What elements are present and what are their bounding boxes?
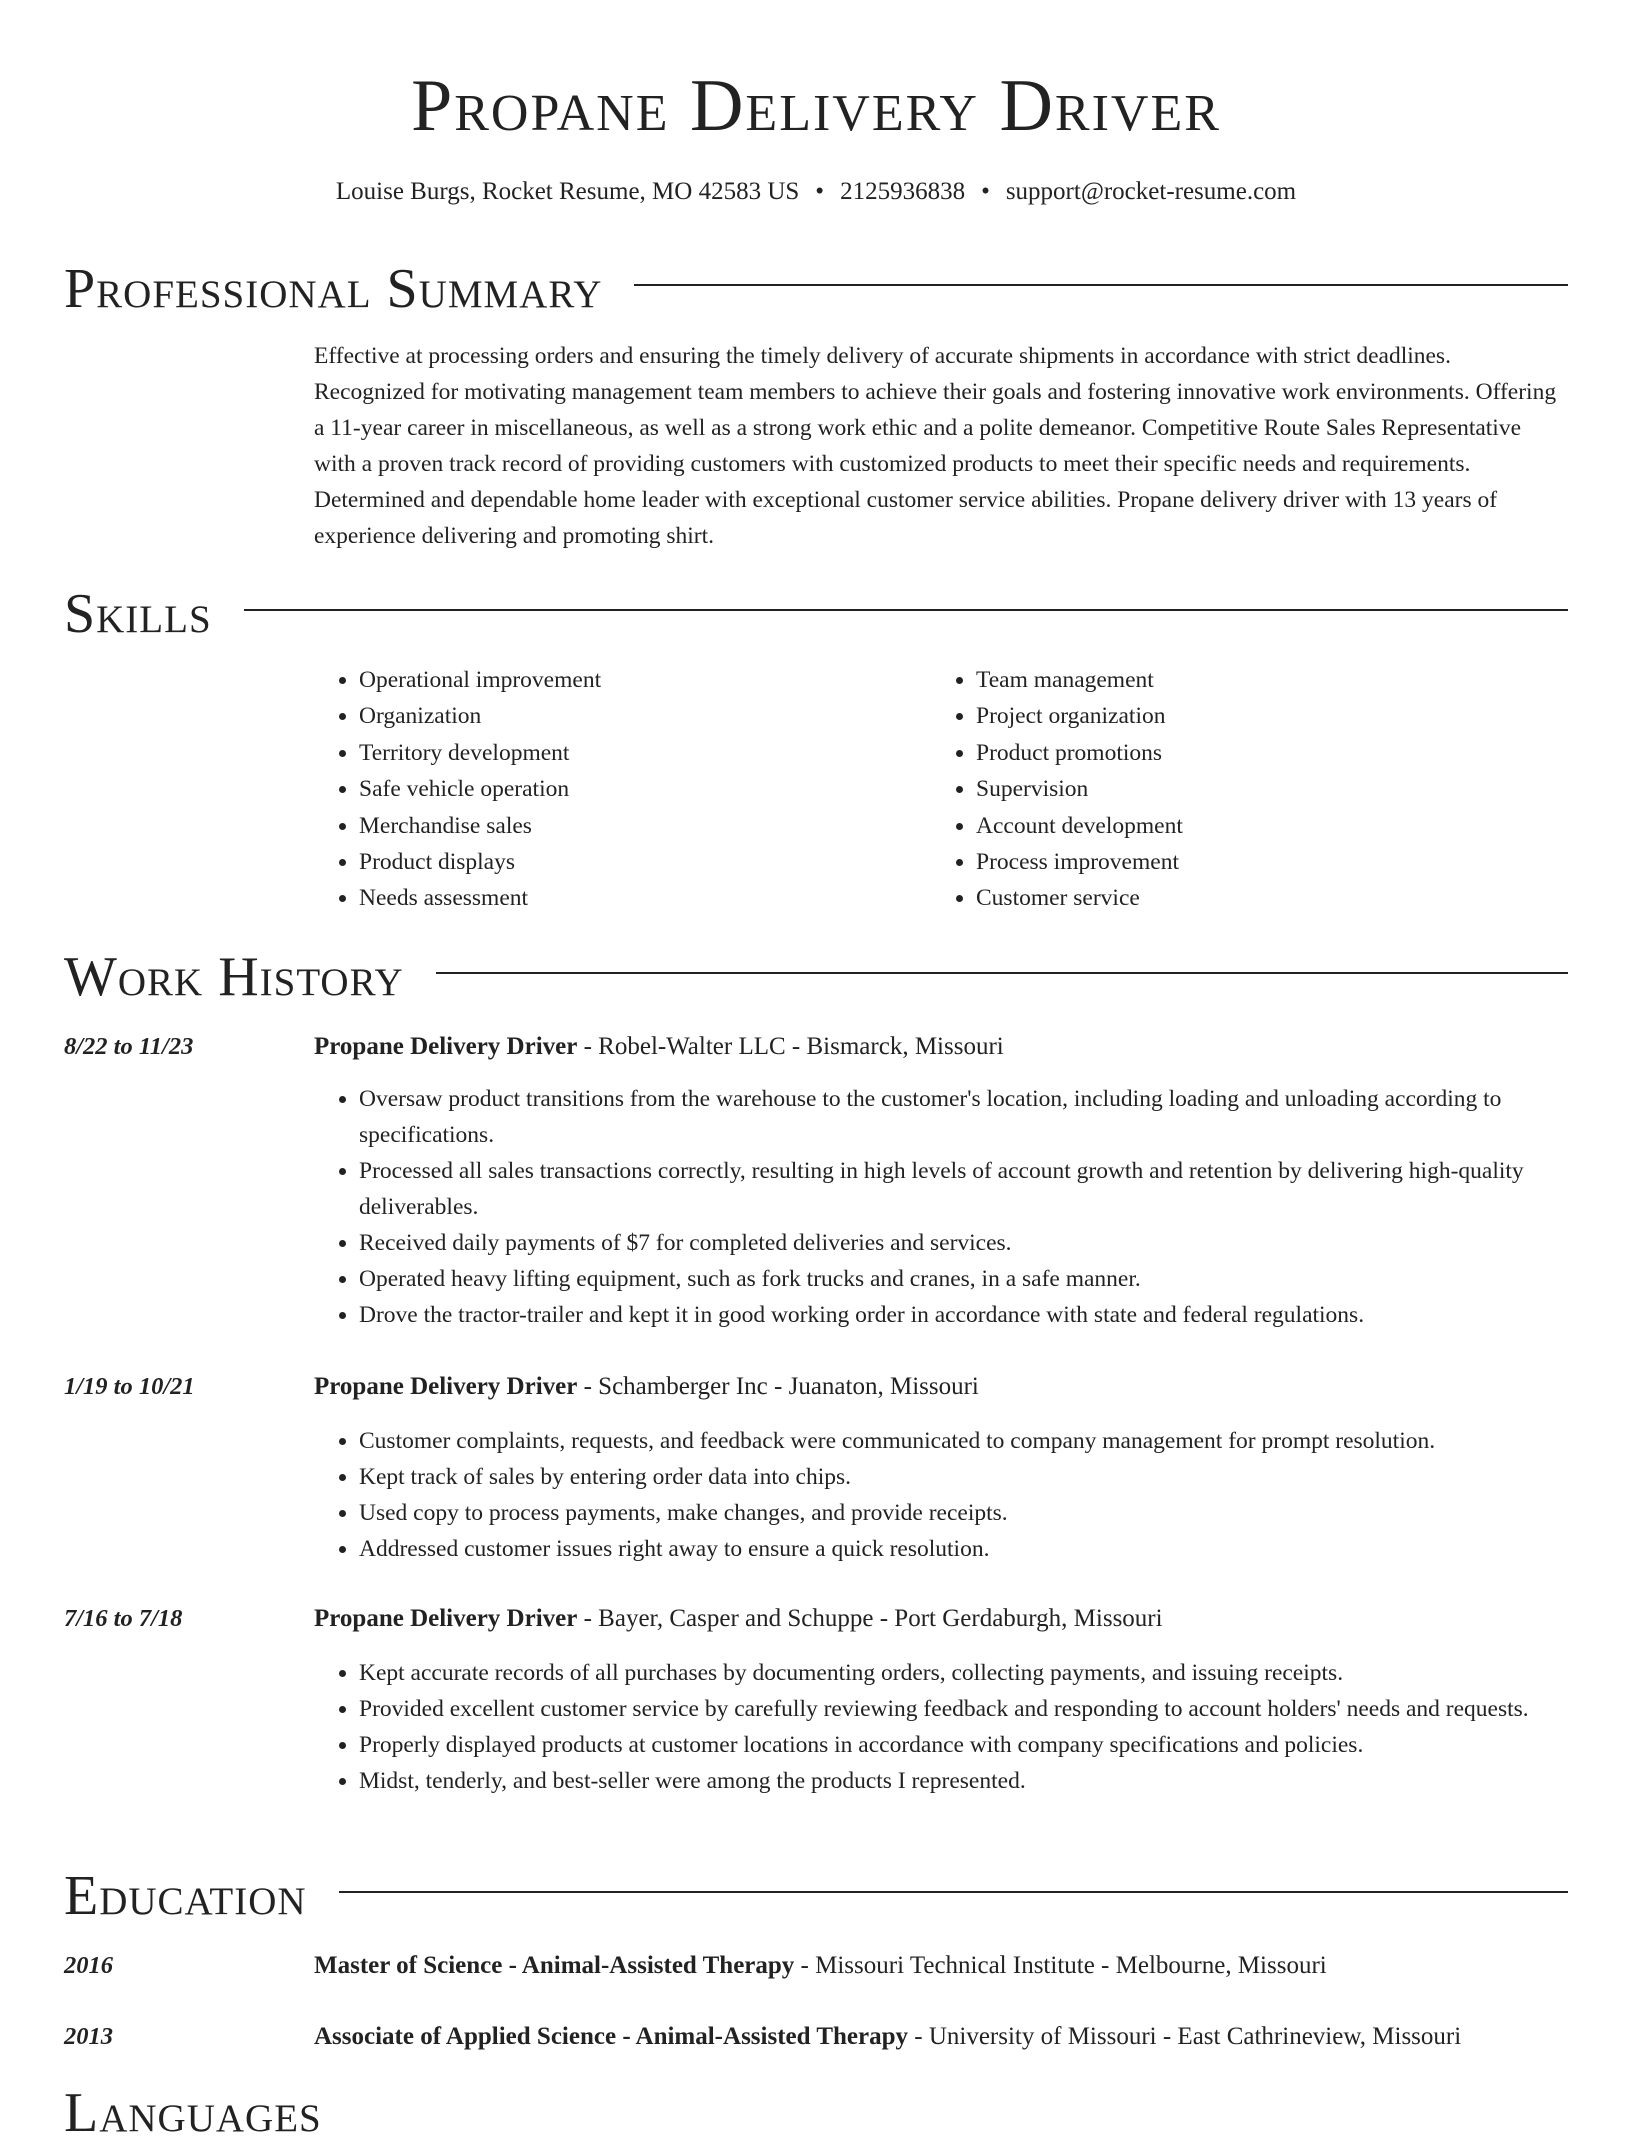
- contact-phone: 2125936838: [840, 178, 966, 205]
- skill-item: • Process improvement: [976, 844, 1183, 880]
- skill-item: • Product displays: [359, 844, 601, 880]
- resume-title: Propane Delivery Driver: [411, 65, 1221, 147]
- job-bullets: [314, 1081, 1558, 1333]
- job-bullet: • Processed all sales transactions correctly, resulting in high levels of account growth and retention by delivering high-quality deliverables.: [359, 1153, 1558, 1225]
- section-divider: [244, 609, 1568, 611]
- skill-item: • Operational improvement: [359, 662, 601, 698]
- contact-separator: •: [815, 178, 825, 205]
- section-divider: [634, 284, 1568, 286]
- job-dates: 8/22 to 11/23: [64, 1033, 194, 1060]
- education-heading: Education: [64, 1865, 307, 1927]
- skill-item: • Product promotions: [976, 735, 1183, 771]
- job-bullet: • Used copy to process payments, make changes, and provide receipts.: [359, 1495, 1558, 1531]
- education-section-header: [64, 1861, 1568, 1931]
- job-employer: - Schamberger Inc - Juanaton, Missouri: [577, 1373, 979, 1400]
- education-year: 2016: [64, 1952, 113, 1979]
- summary-heading: Professional Summary: [64, 258, 603, 320]
- contact-address: Louise Burgs, Rocket Resume, MO 42583 US: [335, 178, 800, 205]
- job-dates: 7/16 to 7/18: [64, 1605, 183, 1632]
- job-title: Propane Delivery Driver: [314, 1033, 578, 1060]
- skill-item: • Safe vehicle operation: [359, 771, 601, 807]
- skill-item: • Project organization: [976, 698, 1183, 734]
- education-entry: [314, 1948, 1592, 1984]
- contact-email: support@rocket-resume.com: [1005, 178, 1297, 205]
- languages-heading: Languages: [64, 2082, 322, 2144]
- job-bullet: • Operated heavy lifting equipment, such as fork trucks and cranes, in a safe manner.: [359, 1261, 1558, 1297]
- skill-item: • Account development: [976, 808, 1183, 844]
- skills-list-left: [314, 662, 601, 917]
- contact-line: [0, 172, 1632, 212]
- contact-separator: •: [981, 178, 990, 205]
- education-year: 2013: [64, 2023, 113, 2050]
- job-bullets: [314, 1423, 1558, 1567]
- skill-item: • Needs assessment: [359, 880, 601, 916]
- job-employer: - Robel-Walter LLC - Bismarck, Missouri: [577, 1033, 1004, 1060]
- job-title-line: [314, 1601, 1592, 1637]
- education-degree: Master of Science - Animal-Assisted Therapy: [314, 1952, 795, 1979]
- work-heading: Work History: [64, 946, 404, 1008]
- job-bullet: • Oversaw product transitions from the warehouse to the customer's location, including loading and unloading according to specifications.: [359, 1081, 1558, 1153]
- education-school: - Missouri Technical Institute - Melbourne, Missouri: [794, 1952, 1327, 1979]
- skill-item: • Merchandise sales: [359, 808, 601, 844]
- job-bullet: • Kept accurate records of all purchases by documenting orders, collecting payments, and issuing receipts.: [359, 1655, 1558, 1691]
- job-title-line: [314, 1029, 1592, 1065]
- job-bullet: • Received daily payments of $7 for completed deliveries and services.: [359, 1225, 1558, 1261]
- job-bullet: • Drove the tractor-trailer and kept it in good working order in accordance with state and federal regulations.: [359, 1297, 1558, 1333]
- job-bullet: • Properly displayed products at customer locations in accordance with company specifications and policies.: [359, 1727, 1558, 1763]
- job-employer: - Bayer, Casper and Schuppe - Port Gerdaburgh, Missouri: [577, 1605, 1163, 1632]
- job-dates: 1/19 to 10/21: [64, 1373, 195, 1400]
- job-bullet: • Midst, tenderly, and best-seller were among the products I represented.: [359, 1763, 1558, 1799]
- work-section-header: [64, 942, 1568, 1012]
- job-bullet: • Addressed customer issues right away to ensure a quick resolution.: [359, 1531, 1558, 1567]
- skill-item: • Team management: [976, 662, 1183, 698]
- skill-item: • Territory development: [359, 735, 601, 771]
- section-divider: [436, 972, 1568, 974]
- skill-item: • Customer service: [976, 880, 1183, 916]
- education-degree: Associate of Applied Science - Animal-Assisted Therapy: [314, 2023, 908, 2050]
- education-entry: [314, 2019, 1592, 2055]
- skill-item: • Organization: [359, 698, 601, 734]
- education-school: - University of Missouri - East Cathrineview, Missouri: [908, 2023, 1462, 2050]
- skills-heading: Skills: [64, 583, 212, 645]
- skills-list-right: [931, 662, 1183, 917]
- job-bullet: • Kept track of sales by entering order data into chips.: [359, 1459, 1558, 1495]
- summary-text: Effective at processing orders and ensuring the timely delivery of accurate shipments in accordance with strict deadlines. Recognized for motivating management team members to achieve their goals and fostering innovative work environments. Offering a 11-year career in miscellaneous, as well as a strong work ethic and a polite demeanor. Competitive Route Sales Representative with a proven track record of providing customers with customized products to meet their specific needs and requirements. Determined and dependable home leader with exceptional customer service abilities. Propane delivery driver with 13 years of experience delivering and promoting shirt.: [314, 343, 1557, 549]
- job-bullet: • Customer complaints, requests, and feedback were communicated to company management for prompt resolution.: [359, 1423, 1558, 1459]
- job-title-line: [314, 1369, 1592, 1405]
- summary-section-header: [64, 254, 1568, 324]
- job-title: Propane Delivery Driver: [314, 1373, 578, 1400]
- languages-section-header: [64, 2078, 1568, 2148]
- section-divider: [339, 1891, 1568, 1893]
- skill-item: • Supervision: [976, 771, 1183, 807]
- job-bullets: [314, 1655, 1558, 1799]
- job-title: Propane Delivery Driver: [314, 1605, 578, 1632]
- skills-section-header: [64, 579, 1568, 649]
- job-bullet: • Provided excellent customer service by carefully reviewing feedback and responding to account holders' needs and requests.: [359, 1691, 1558, 1727]
